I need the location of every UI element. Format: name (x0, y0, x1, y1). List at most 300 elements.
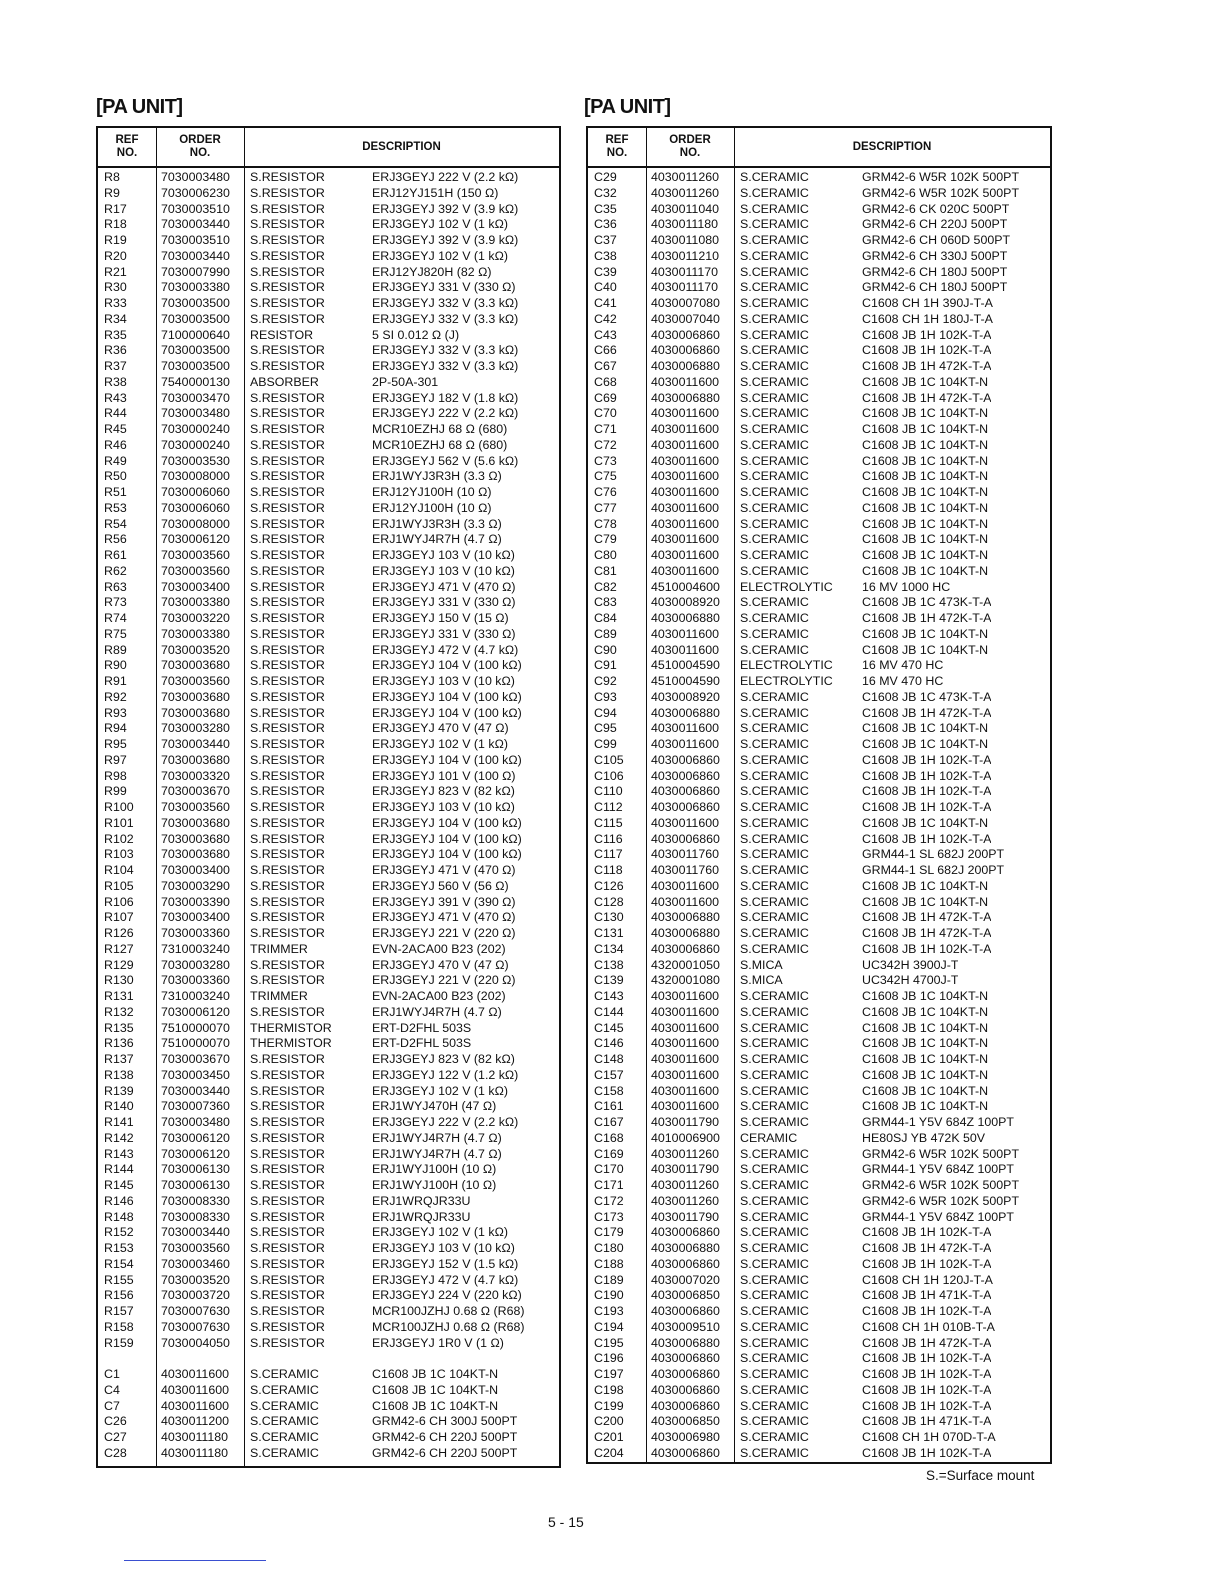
order-no-cell: 4030006850 (651, 1414, 720, 1429)
table-row (588, 753, 1050, 769)
ref-no-cell: R105 (104, 878, 134, 893)
order-no-cell: 7030003380 (161, 280, 230, 295)
order-no-cell: 4030011170 (651, 280, 719, 295)
part-cell: ERJ3GEYJ 392 V (3.9 kΩ) (372, 233, 519, 247)
ref-no-cell: R130 (104, 973, 134, 988)
order-no-cell: 4010006900 (651, 1130, 720, 1145)
part-cell: GRM44-1 Y5V 684Z 100PT (862, 1115, 1014, 1129)
type-cell: S.CERAMIC (740, 1351, 809, 1366)
type-cell: S.RESISTOR (250, 1067, 325, 1082)
order-no-cell: 7030006060 (161, 500, 230, 515)
right-table-header (588, 128, 1050, 168)
order-no-cell: 7030003680 (161, 831, 230, 846)
ref-no-cell: R30 (104, 280, 127, 295)
ref-no-cell: C126 (594, 878, 624, 893)
ref-no-cell: R63 (104, 579, 127, 594)
part-cell: ERJ3GEYJ 103 V (10 kΩ) (372, 548, 515, 562)
ref-no-cell: R51 (104, 485, 127, 499)
part-cell: GRM42-6 CH 220J 500PT (862, 217, 1008, 232)
part-cell: UC342H 3900J-T (862, 957, 959, 972)
type-cell: S.RESISTOR (250, 973, 325, 988)
type-cell: S.CERAMIC (740, 1367, 809, 1381)
table-row (98, 784, 559, 800)
ref-no-cell: R34 (104, 311, 127, 326)
part-cell: C1608 JB 1H 102K-T-A (862, 768, 992, 783)
ref-no-cell: C80 (594, 548, 617, 562)
surface-mount-footnote: S.=Surface mount (926, 1468, 1035, 1483)
table-row (588, 217, 1050, 233)
table-row (588, 1288, 1050, 1304)
table-row (588, 1225, 1050, 1241)
ref-no-cell: C190 (594, 1288, 624, 1303)
part-cell: ERJ1WYJ4R7H (4.7 Ω) (372, 1130, 502, 1145)
type-cell: S.CERAMIC (740, 437, 809, 452)
table-row (588, 312, 1050, 328)
table-row (98, 1178, 559, 1194)
table-row (98, 816, 559, 832)
order-no-cell: 4030006860 (651, 752, 720, 767)
part-cell: GRM42-6 CH 300J 500PT (372, 1414, 518, 1429)
table-row (98, 296, 559, 312)
order-no-cell: 7030003360 (161, 973, 230, 988)
table-row (588, 265, 1050, 281)
table-row (588, 816, 1050, 832)
table-row (98, 737, 559, 753)
type-cell: S.RESISTOR (250, 248, 325, 263)
type-cell: S.RESISTOR (250, 437, 325, 452)
part-cell: C1608 JB 1H 471K-T-A (862, 1414, 992, 1429)
type-cell: S.RESISTOR (250, 1146, 325, 1161)
part-cell: ERJ3GEYJ 392 V (3.9 kΩ) (372, 201, 519, 216)
table-row (98, 1210, 559, 1226)
table-row (98, 1036, 559, 1052)
table-row (588, 202, 1050, 218)
part-cell: ERJ3GEYJ 332 V (3.3 kΩ) (372, 311, 519, 326)
order-no-cell: 7030007360 (161, 1099, 230, 1114)
table-row (588, 989, 1050, 1005)
ref-no-cell: R102 (104, 831, 134, 846)
type-cell: RESISTOR (250, 327, 314, 342)
order-no-cell: 4030006880 (651, 359, 720, 373)
order-no-cell: 7030003470 (161, 390, 230, 405)
ref-no-cell: R138 (104, 1067, 134, 1082)
type-cell: S.CERAMIC (740, 800, 809, 814)
type-cell: S.RESISTOR (250, 579, 325, 594)
type-cell: S.RESISTOR (250, 595, 325, 610)
ref-no-cell: R103 (104, 847, 134, 862)
order-no-cell: 4030006880 (651, 705, 720, 720)
table-row (98, 847, 559, 863)
table-row (98, 1099, 559, 1115)
table-row (98, 1068, 559, 1084)
ref-no-cell: R37 (104, 359, 127, 373)
part-cell: ERJ12YJ151H (150 Ω) (372, 185, 499, 200)
right-table-body (588, 170, 1050, 1462)
table-row (588, 328, 1050, 344)
part-cell: ERJ3GEYJ 222 V (2.2 kΩ) (372, 170, 519, 184)
ref-no-cell: R92 (104, 689, 127, 704)
part-cell: ERJ3GEYJ 104 V (100 kΩ) (372, 815, 522, 830)
table-row (98, 422, 559, 438)
part-cell: ERJ3GEYJ 472 V (4.7 kΩ) (372, 642, 519, 657)
table-row (98, 989, 559, 1005)
ref-no-cell: C116 (594, 831, 623, 846)
ref-no-cell: R140 (104, 1099, 134, 1114)
table-row (98, 391, 559, 407)
type-cell: S.CERAMIC (740, 201, 809, 216)
ref-no-cell: C168 (594, 1130, 624, 1145)
part-cell: ERJ1WYJ3R3H (3.3 Ω) (372, 516, 502, 531)
type-cell: S.RESISTOR (250, 957, 325, 972)
part-cell: C1608 JB 1C 104KT-N (862, 516, 989, 531)
table-row (588, 296, 1050, 312)
type-cell: ELECTROLYTIC (740, 674, 833, 688)
table-row (98, 627, 559, 643)
type-cell: S.RESISTOR (250, 863, 325, 877)
order-no-cell: 4030011260 (651, 1178, 719, 1192)
ref-no-cell: R62 (104, 563, 127, 578)
ref-no-cell: R129 (104, 957, 134, 972)
ref-no-cell: C188 (594, 1256, 624, 1271)
part-cell: C1608 JB 1H 102K-T-A (862, 784, 992, 799)
type-cell: S.CERAMIC (740, 1083, 809, 1098)
ref-no-cell: C131 (594, 926, 624, 940)
ref-no-cell: C91 (594, 658, 617, 673)
type-cell: S.CERAMIC (740, 1099, 809, 1114)
ref-no-cell: R135 (104, 1020, 134, 1035)
order-no-cell: 4030011600 (651, 422, 719, 436)
ref-no-cell: R53 (104, 500, 127, 515)
order-no-cell: 4030006860 (651, 784, 720, 799)
type-cell: S.CERAMIC (740, 1146, 809, 1161)
part-cell: ERJ3GEYJ 102 V (1 kΩ) (372, 737, 508, 751)
type-cell: S.CERAMIC (740, 1004, 809, 1019)
part-cell: ERJ3GEYJ 470 V (47 Ω) (372, 957, 509, 972)
type-cell: S.CERAMIC (740, 1445, 809, 1460)
order-no-cell: 4030011600 (651, 532, 719, 547)
order-no-cell: 7030003560 (161, 563, 230, 578)
order-no-cell: 4030011600 (651, 626, 719, 641)
part-cell: MCR100JZHJ 0.68 Ω (R68) (372, 1304, 525, 1318)
part-cell: ERJ3GEYJ 332 V (3.3 kΩ) (372, 296, 519, 310)
part-cell: ERJ3GEYJ 224 V (220 kΩ) (372, 1288, 522, 1303)
part-cell: C1608 JB 1C 104KT-N (862, 469, 989, 484)
part-cell: ERJ3GEYJ 102 V (1 kΩ) (372, 217, 508, 232)
table-row (588, 186, 1050, 202)
table-row (588, 958, 1050, 974)
part-cell: GRM44-1 SL 682J 200PT (862, 863, 1005, 877)
part-cell: C1608 JB 1H 102K-T-A (862, 1398, 992, 1413)
type-cell: CERAMIC (740, 1130, 798, 1145)
table-row (588, 721, 1050, 737)
table-row (588, 548, 1050, 564)
table-row (588, 469, 1050, 485)
order-no-cell: 7030003440 (161, 1083, 230, 1098)
table-row (588, 1446, 1050, 1462)
order-no-cell: 4030011200 (161, 1414, 229, 1429)
ref-no-cell: C200 (594, 1414, 624, 1429)
order-no-cell: 4030006980 (651, 1430, 720, 1444)
type-cell: S.CERAMIC (740, 406, 809, 421)
ref-no-cell: C106 (594, 768, 624, 783)
table-row (588, 658, 1050, 674)
part-cell: C1608 CH 1H 180J-T-A (862, 311, 993, 326)
order-no-cell: 7030008330 (161, 1193, 230, 1208)
type-cell: S.CERAMIC (740, 1382, 809, 1397)
order-no-cell: 7030003720 (161, 1288, 230, 1303)
table-row (98, 501, 559, 517)
ref-no-cell: C68 (594, 374, 617, 389)
type-cell: S.CERAMIC (740, 217, 809, 232)
table-row (588, 1099, 1050, 1115)
part-cell: C1608 JB 1C 104KT-N (862, 422, 989, 436)
part-cell: C1608 JB 1H 472K-T-A (862, 926, 992, 940)
type-cell: S.RESISTOR (250, 658, 325, 673)
header-description: DESCRIPTION (852, 140, 932, 153)
order-no-cell: 7030008000 (161, 469, 230, 484)
part-cell: GRM42-6 W5R 102K 500PT (862, 1193, 1020, 1208)
part-cell: C1608 JB 1H 472K-T-A (862, 910, 992, 925)
type-cell: S.RESISTOR (250, 1256, 325, 1271)
ref-no-cell: R106 (104, 894, 134, 909)
table-row (98, 1288, 559, 1304)
ref-no-cell: R143 (104, 1146, 134, 1161)
table-row (588, 1257, 1050, 1273)
ref-no-cell: R9 (104, 185, 120, 200)
table-row (588, 1115, 1050, 1131)
order-no-cell: 7030006120 (161, 1130, 230, 1145)
order-no-cell: 7030003560 (161, 800, 230, 814)
ref-no-cell: C69 (594, 390, 617, 405)
order-no-cell: 4030006860 (651, 1256, 720, 1271)
order-no-cell: 4030011600 (161, 1398, 229, 1413)
order-no-cell: 4320001080 (651, 973, 720, 988)
order-no-cell: 7030003560 (161, 1241, 230, 1255)
ref-no-cell: C26 (104, 1414, 127, 1429)
ref-no-cell: C42 (594, 311, 617, 326)
order-no-cell: 7030006130 (161, 1178, 230, 1192)
type-cell: S.CERAMIC (740, 752, 809, 767)
order-no-cell: 4030011600 (651, 1099, 719, 1114)
order-no-cell: 4030011600 (651, 516, 719, 531)
table-row (588, 391, 1050, 407)
ref-no-cell: R104 (104, 863, 134, 877)
ref-no-cell: C145 (594, 1020, 624, 1035)
type-cell: S.RESISTOR (250, 453, 325, 468)
ref-no-cell: R61 (104, 548, 127, 562)
part-cell: 16 MV 470 HC (862, 674, 944, 688)
order-no-cell: 4030011790 (651, 1115, 719, 1129)
ref-no-cell: C138 (594, 957, 624, 972)
type-cell: S.CERAMIC (740, 941, 809, 956)
table-row (98, 721, 559, 737)
type-cell: S.RESISTOR (250, 689, 325, 704)
ref-no-cell: R54 (104, 516, 127, 531)
table-row (98, 186, 559, 202)
type-cell: S.CERAMIC (740, 453, 809, 468)
ref-no-cell: C139 (594, 973, 624, 988)
order-no-cell: 4030011600 (651, 1020, 719, 1035)
part-cell: ERJ3GEYJ 221 V (220 Ω) (372, 926, 516, 940)
type-cell: S.RESISTOR (250, 674, 325, 688)
order-no-cell: 7030003500 (161, 311, 230, 326)
table-row (98, 564, 559, 580)
part-cell: C1608 JB 1C 104KT-N (862, 1083, 989, 1098)
table-row (588, 233, 1050, 249)
part-cell: C1608 CH 1H 070D-T-A (862, 1430, 996, 1444)
header-ref-no: REF NO. (115, 134, 139, 159)
order-no-cell: 7030003680 (161, 689, 230, 704)
order-no-cell: 7030000240 (161, 437, 230, 452)
type-cell: S.RESISTOR (250, 1083, 325, 1098)
table-row (588, 1367, 1050, 1383)
part-cell: C1608 JB 1C 104KT-N (862, 815, 989, 830)
ref-no-cell: C83 (594, 595, 617, 610)
ref-no-cell: C201 (594, 1430, 624, 1444)
part-cell: ERJ3GEYJ 104 V (100 kΩ) (372, 658, 522, 673)
ref-no-cell: C39 (594, 264, 617, 279)
ref-no-cell: R141 (104, 1115, 134, 1129)
part-cell: ERJ3GEYJ 104 V (100 kΩ) (372, 847, 522, 862)
type-cell: S.CERAMIC (740, 563, 809, 578)
type-cell: TRIMMER (250, 989, 308, 1003)
table-row (98, 1430, 559, 1446)
order-no-cell: 4030008920 (651, 595, 720, 610)
ref-no-cell: C29 (594, 170, 617, 184)
table-row (98, 1147, 559, 1163)
table-row (98, 1225, 559, 1241)
ref-no-cell: C197 (594, 1367, 624, 1381)
ref-no-cell: R18 (104, 217, 127, 232)
ref-no-cell: R159 (104, 1335, 134, 1350)
part-cell: C1608 JB 1C 104KT-N (862, 406, 989, 421)
table-row (588, 1131, 1050, 1147)
ref-no-cell: C41 (594, 296, 617, 310)
part-cell: C1608 JB 1C 104KT-N (862, 374, 989, 389)
order-no-cell: 7030003680 (161, 705, 230, 720)
order-no-cell: 7310003240 (161, 989, 230, 1003)
part-cell: ERJ12YJ820H (82 Ω) (372, 264, 492, 279)
table-row (588, 611, 1050, 627)
left-table-header (98, 128, 559, 168)
part-cell: EVN-2ACA00 B23 (202) (372, 941, 506, 956)
part-cell: 2P-50A-301 (372, 374, 439, 389)
right-unit-title: [PA UNIT] (584, 96, 671, 118)
ref-no-cell: C179 (594, 1225, 624, 1240)
type-cell: S.CERAMIC (250, 1382, 319, 1397)
order-no-cell: 7030003390 (161, 894, 230, 909)
ref-no-cell: C1 (104, 1367, 120, 1381)
part-cell: ERJ3GEYJ 560 V (56 Ω) (372, 878, 509, 893)
part-cell: MCR10EZHJ 68 Ω (680) (372, 437, 508, 452)
table-row (588, 375, 1050, 391)
table-row (98, 280, 559, 296)
order-no-cell: 7030003560 (161, 674, 230, 688)
table-row (98, 658, 559, 674)
order-no-cell: 4030011600 (651, 406, 719, 421)
part-cell: GRM42-6 CH 060D 500PT (862, 233, 1011, 247)
ref-no-cell: R131 (104, 989, 134, 1003)
order-no-cell: 4030011600 (651, 453, 719, 468)
part-cell: C1608 JB 1H 102K-T-A (862, 1367, 992, 1381)
ref-no-cell: R8 (104, 170, 120, 184)
part-cell: ERT-D2FHL 503S (372, 1036, 472, 1051)
part-cell: ERJ3GEYJ 823 V (82 kΩ) (372, 1052, 515, 1066)
type-cell: S.CERAMIC (740, 989, 809, 1003)
type-cell: S.CERAMIC (740, 1241, 809, 1255)
order-no-cell: 4030011600 (651, 642, 719, 657)
type-cell: S.RESISTOR (250, 1115, 325, 1129)
type-cell: S.CERAMIC (740, 485, 809, 499)
order-no-cell: 7030003220 (161, 611, 230, 625)
order-no-cell: 4030006860 (651, 941, 720, 956)
type-cell: S.RESISTOR (250, 1272, 325, 1287)
type-cell: S.CERAMIC (740, 1067, 809, 1082)
table-row (588, 1304, 1050, 1320)
table-row (98, 1414, 559, 1430)
part-cell: ERJ1WYJ4R7H (4.7 Ω) (372, 1004, 502, 1019)
ref-no-cell: C79 (594, 532, 617, 547)
order-no-cell: 7030008330 (161, 1209, 230, 1224)
ref-no-cell: R73 (104, 595, 127, 610)
part-cell: ERJ3GEYJ 222 V (2.2 kΩ) (372, 1115, 519, 1129)
part-cell: ERJ3GEYJ 332 V (3.3 kΩ) (372, 359, 519, 373)
part-cell: GRM44-1 Y5V 684Z 100PT (862, 1162, 1014, 1177)
ref-no-cell: R94 (104, 721, 127, 736)
table-row (588, 1414, 1050, 1430)
order-no-cell: 4030011600 (651, 737, 719, 751)
table-row (98, 769, 559, 785)
part-cell: ERJ1WYJ100H (10 Ω) (372, 1178, 497, 1192)
order-no-cell: 7030006230 (161, 185, 230, 200)
part-cell: ERJ1WYJ4R7H (4.7 Ω) (372, 1146, 502, 1161)
type-cell: S.CERAMIC (250, 1414, 319, 1429)
type-cell: S.CERAMIC (740, 264, 809, 279)
order-no-cell: 7030003680 (161, 752, 230, 767)
ref-no-cell: C43 (594, 327, 617, 342)
table-row (98, 958, 559, 974)
order-no-cell: 7030007630 (161, 1319, 230, 1334)
order-no-cell: 7030003670 (161, 1052, 230, 1066)
table-row (98, 233, 559, 249)
part-cell: ERJ3GEYJ 104 V (100 kΩ) (372, 831, 522, 846)
type-cell: S.CERAMIC (740, 626, 809, 641)
part-cell: GRM44-1 Y5V 684Z 100PT (862, 1209, 1014, 1224)
table-row (98, 217, 559, 233)
ref-no-cell: R97 (104, 752, 127, 767)
table-row (98, 249, 559, 265)
order-no-cell: 4030011760 (651, 847, 719, 862)
ref-no-cell: C189 (594, 1272, 624, 1287)
table-row (98, 1021, 559, 1037)
ref-no-cell: C130 (594, 910, 624, 925)
type-cell: S.RESISTOR (250, 359, 325, 373)
table-row (588, 737, 1050, 753)
ref-no-cell: C71 (594, 422, 617, 436)
ref-no-cell: R75 (104, 626, 127, 641)
table-row (98, 1446, 559, 1462)
ref-no-cell: C94 (594, 705, 617, 720)
table-row (588, 1210, 1050, 1226)
order-no-cell: 7030003500 (161, 343, 230, 358)
part-cell: GRM42-6 W5R 102K 500PT (862, 170, 1020, 184)
table-row (588, 769, 1050, 785)
type-cell: S.CERAMIC (740, 327, 809, 342)
ref-no-cell: R17 (104, 201, 127, 216)
order-no-cell: 7030003480 (161, 1115, 230, 1129)
type-cell: S.RESISTOR (250, 642, 325, 657)
order-no-cell: 4030011600 (651, 989, 719, 1003)
